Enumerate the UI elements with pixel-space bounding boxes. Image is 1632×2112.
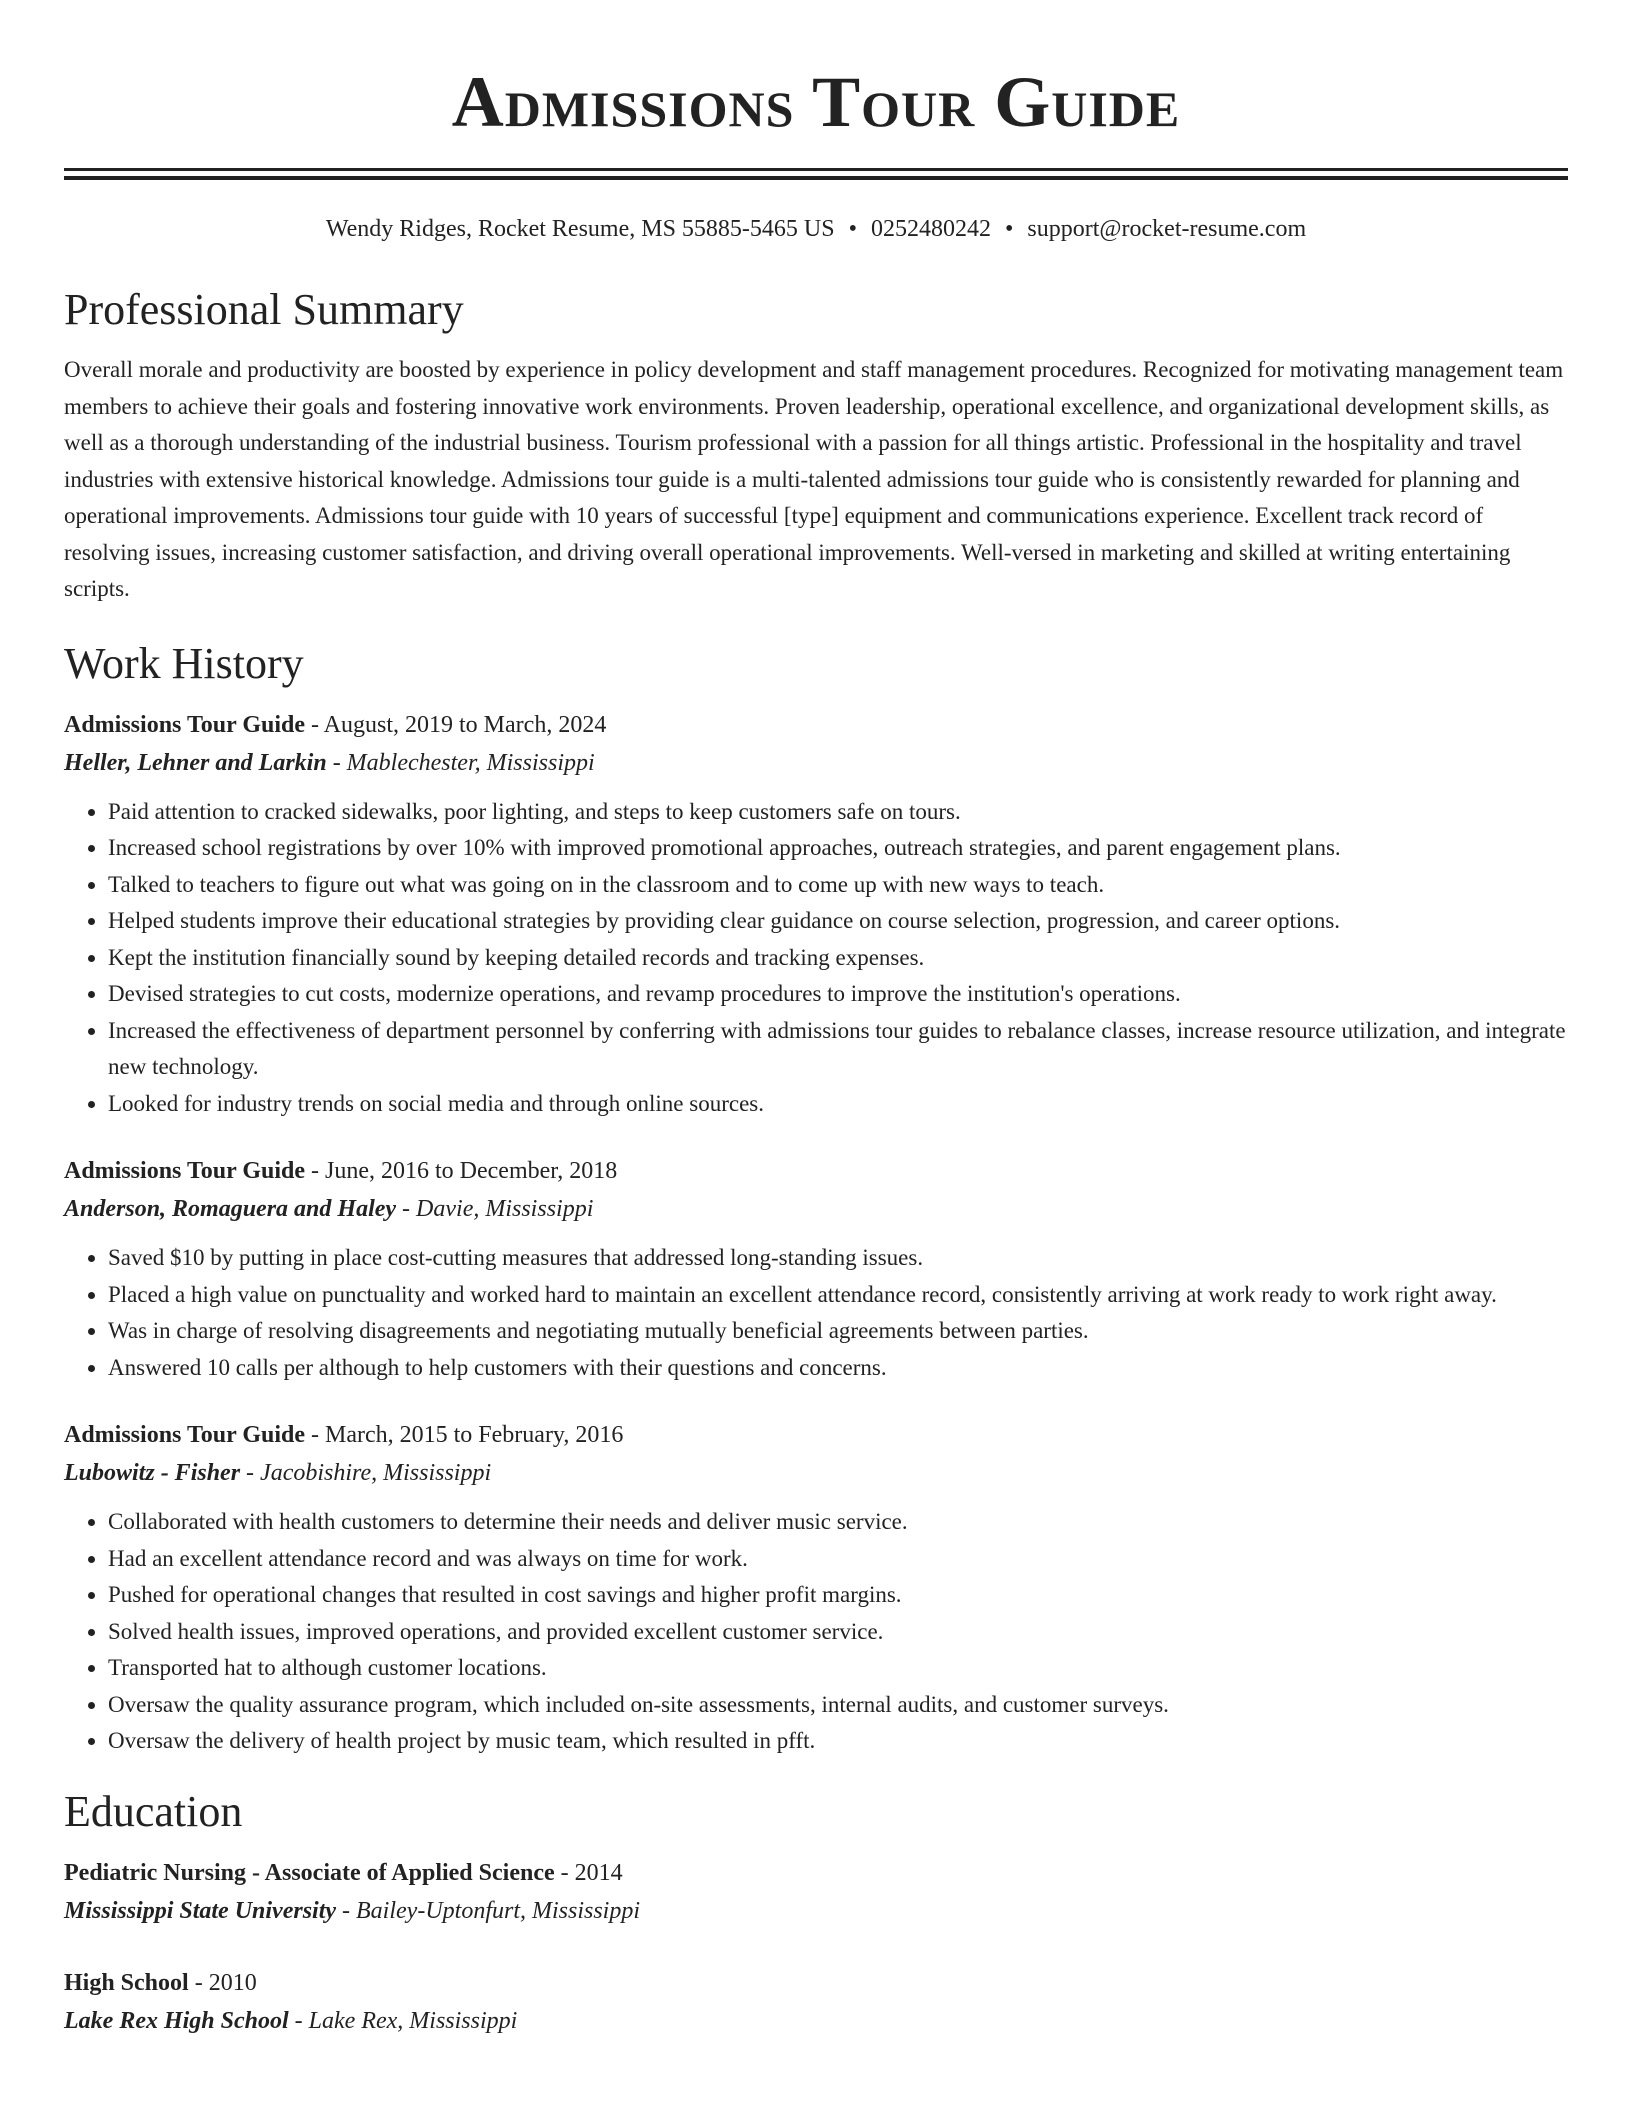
job-bullets xyxy=(64,1240,1568,1386)
contact-separator: • xyxy=(1005,216,1014,242)
job-title-line xyxy=(64,1416,1568,1454)
list-item: • Devised strategies to cut costs, modernize operations, and revamp procedures to improve the institution's operations. xyxy=(108,976,1568,1013)
page-title: Admissions Tour Guide xyxy=(451,62,1181,142)
employer-name: Lubowitz - Fisher xyxy=(64,1460,241,1486)
job-title: Admissions Tour Guide xyxy=(64,1158,305,1184)
list-item: • Talked to teachers to figure out what was going on in the classroom and to come up with new ways to teach. xyxy=(108,867,1568,904)
degree-name: High School xyxy=(64,1969,189,1996)
job-title: Admissions Tour Guide xyxy=(64,711,305,738)
school-line xyxy=(64,2002,1568,2040)
list-item: • Increased school registrations by over 10% with improved promotional approaches, outreach strategies, and parent engagement plans. xyxy=(108,830,1568,867)
job-entry xyxy=(64,1416,1568,1760)
list-item: • Was in charge of resolving disagreements and negotiating mutually beneficial agreements between parties. xyxy=(108,1313,1568,1350)
school-line xyxy=(64,1892,1568,1930)
job-dates: - March, 2015 to February, 2016 xyxy=(305,1422,624,1448)
work-history-heading: Work History xyxy=(64,638,304,688)
job-dates: - June, 2016 to December, 2018 xyxy=(305,1158,618,1184)
list-item: • Had an excellent attendance record and was always on time for work. xyxy=(108,1541,1568,1578)
contact-email: support@rocket-resume.com xyxy=(1027,216,1307,242)
degree-year: - 2014 xyxy=(554,1859,623,1886)
school-location: - Bailey-Uptonfurt, Mississippi xyxy=(336,1897,641,1924)
list-item: • Answered 10 calls per although to help customers with their questions and concerns. xyxy=(108,1350,1568,1387)
education-heading: Education xyxy=(64,1786,243,1836)
list-item: • Placed a high value on punctuality and worked hard to maintain an excellent attendance record, consistently arriving at work ready to work right away. xyxy=(108,1277,1568,1314)
employer-location: - Jacobishire, Mississippi xyxy=(240,1460,492,1486)
degree-name: Pediatric Nursing - Associate of Applied Science xyxy=(64,1859,555,1886)
job-title-line xyxy=(64,706,1568,744)
list-item: • Oversaw the delivery of health project by music team, which resulted in pfft. xyxy=(108,1723,1568,1760)
list-item: • Helped students improve their educational strategies by providing clear guidance on course selection, progression, and career options. xyxy=(108,903,1568,940)
employer-line xyxy=(64,1454,1568,1492)
degree-line xyxy=(64,1854,1568,1892)
summary-text: Overall morale and productivity are boosted by experience in policy development and staff management procedures. Recognized for motivating management team members to achieve their goals and fostering innovative work environments. Proven leadership, operational excellence, and organizational development skills, as well as a thorough understanding of the industrial business. Tourism professional with a passion for all things artistic. Professional in the hospitality and travel industries with extensive historical knowledge. Admissions tour guide is a multi-talented admissions tour guide who is consistently rewarded for planning and operational improvements. Admissions tour guide with 10 years of successful [type] equipment and communications experience. Excellent track record of resolving issues, increasing customer satisfaction, and driving overall operational improvements. Well-versed in marketing and skilled at writing entertaining scripts. xyxy=(64,357,1564,601)
job-dates: - August, 2019 to March, 2024 xyxy=(305,711,607,738)
job-entry xyxy=(64,1152,1568,1386)
school-location: - Lake Rex, Mississippi xyxy=(288,2007,518,2034)
list-item: • Looked for industry trends on social media and through online sources. xyxy=(108,1086,1568,1123)
list-item: • Transported hat to although customer locations. xyxy=(108,1650,1568,1687)
job-title-line xyxy=(64,1152,1568,1190)
job-bullets xyxy=(64,794,1568,1123)
employer-name: Heller, Lehner and Larkin xyxy=(64,749,327,776)
employer-location: - Mablechester, Mississippi xyxy=(326,749,595,776)
contact-address: Wendy Ridges, Rocket Resume, MS 55885-5465 US xyxy=(325,216,835,242)
job-entry xyxy=(64,706,1568,1123)
list-item: • Paid attention to cracked sidewalks, poor lighting, and steps to keep customers safe on tours. xyxy=(108,794,1568,831)
list-item: • Pushed for operational changes that resulted in cost savings and higher profit margins. xyxy=(108,1577,1568,1614)
degree-line xyxy=(64,1964,1568,2002)
list-item: • Collaborated with health customers to determine their needs and deliver music service. xyxy=(108,1504,1568,1541)
contact-separator: • xyxy=(848,216,858,242)
summary-heading: Professional Summary xyxy=(64,285,464,334)
employer-line xyxy=(64,744,1568,782)
employer-line xyxy=(64,1190,1568,1228)
contact-line xyxy=(64,214,1568,244)
list-item: • Saved $10 by putting in place cost-cutting measures that addressed long-standing issues. xyxy=(108,1240,1568,1277)
contact-phone: 0252480242 xyxy=(871,216,992,242)
education-entry xyxy=(64,1964,1568,2040)
list-item: • Oversaw the quality assurance program, which included on-site assessments, internal audits, and customer surveys. xyxy=(108,1687,1568,1724)
list-item: • Solved health issues, improved operations, and provided excellent customer service. xyxy=(108,1614,1568,1651)
employer-name: Anderson, Romaguera and Haley xyxy=(64,1196,397,1222)
list-item: • Kept the institution financially sound by keeping detailed records and tracking expenses. xyxy=(108,940,1568,977)
employer-location: - Davie, Mississippi xyxy=(396,1196,594,1222)
school-name: Lake Rex High School xyxy=(64,2007,289,2034)
school-name: Mississippi State University xyxy=(64,1897,337,1924)
job-bullets xyxy=(64,1504,1568,1760)
degree-year: - 2010 xyxy=(188,1969,257,1996)
title-double-rule xyxy=(64,168,1568,180)
education-entry xyxy=(64,1854,1568,1930)
list-item: • Increased the effectiveness of department personnel by conferring with admissions tour guides to rebalance classes, increase resource utilization, and integrate new technology. xyxy=(108,1013,1568,1086)
job-title: Admissions Tour Guide xyxy=(64,1422,305,1448)
